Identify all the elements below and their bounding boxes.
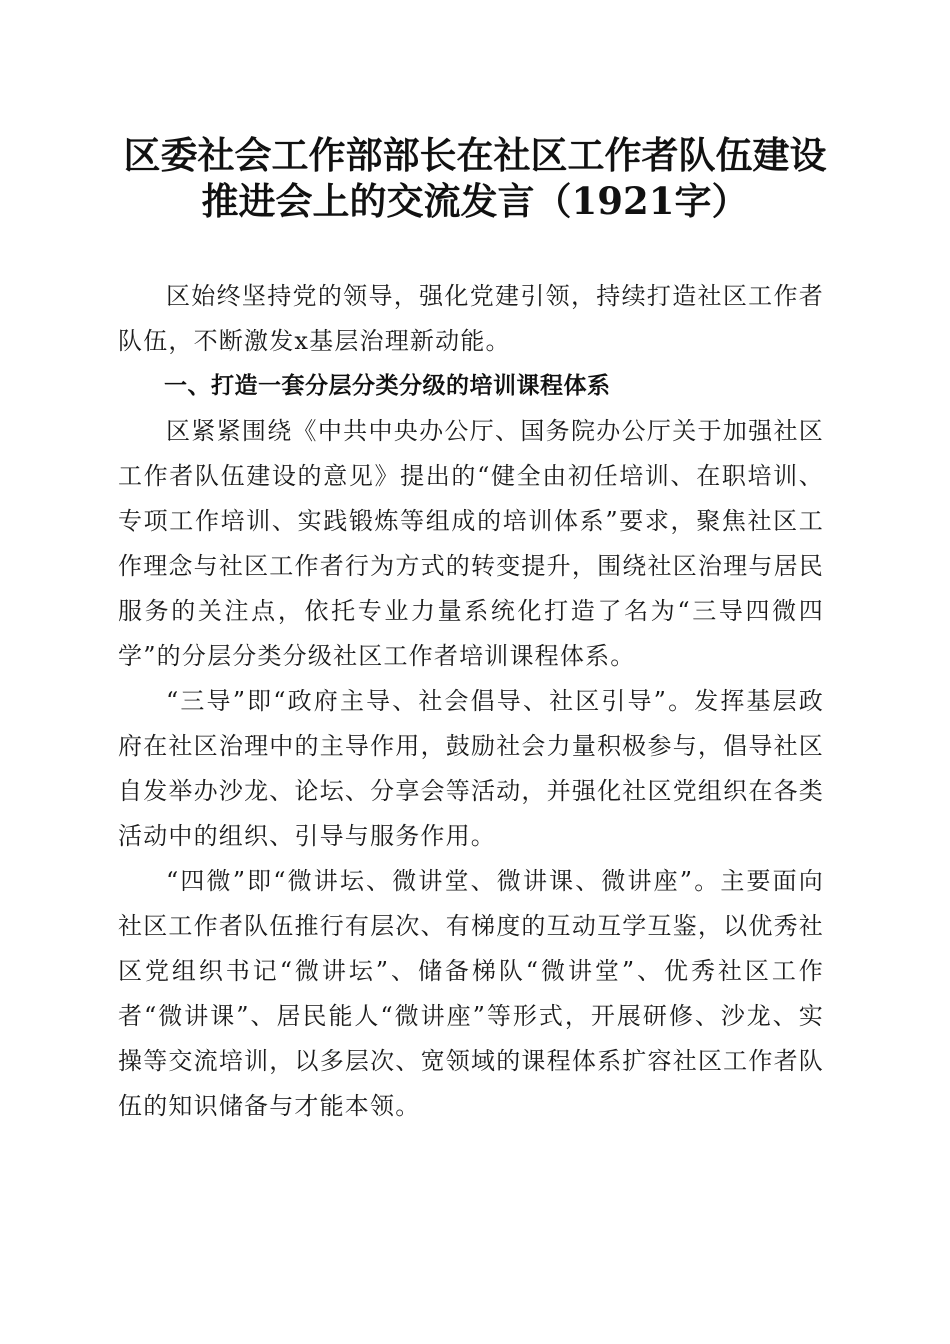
section-heading: 一、打造一套分层分类分级的培训课程体系 bbox=[164, 373, 611, 399]
body-paragraph: “三导”即“政府主导、社会倡导、社区引导”。发挥基层政府在社区治理中的主导作用，鼓励社会力量积极参与，倡导社区自发举办沙龙、论坛、分享会等活动，并强化社区党组织在各类活动中的组织、引导与服务作用。 bbox=[118, 687, 824, 850]
intro-paragraph: 区始终坚持党的领导，强化党建引领，持续打造社区工作者队伍，不断激发x基层治理新动能。 bbox=[118, 282, 824, 355]
body-paragraph: “四微”即“微讲坛、微讲堂、微讲课、微讲座”。主要面向社区工作者队伍推行有层次、有梯度的互动互学互鉴，以优秀社区党组织书记“微讲坛”、储备梯队“微讲堂”、优秀社区工作者“微讲课”、居民能人“微讲座”等形式，开展研修、沙龙、实操等交流培训，以多层次、宽领域的课程体系扩容社区工作者队伍的知识储备与才能本领。 bbox=[118, 867, 824, 1120]
document-title: 区委社会工作部部长在社区工作者队伍建设推进会上的交流发言（1921字） bbox=[123, 133, 827, 223]
document-body bbox=[118, 274, 824, 1129]
body-paragraph: 区紧紧围绕《中共中央办公厅、国务院办公厅关于加强社区工作者队伍建设的意见》提出的“健全由初任培训、在职培训、专项工作培训、实践锻炼等组成的培训体系”要求，聚焦社区工作理念与社区工作者行为方式的转变提升，围绕社区治理与居民服务的关注点，依托专业力量系统化打造了名为“三导四微四学”的分层分类分级社区工作者培训课程体系。 bbox=[118, 417, 824, 670]
